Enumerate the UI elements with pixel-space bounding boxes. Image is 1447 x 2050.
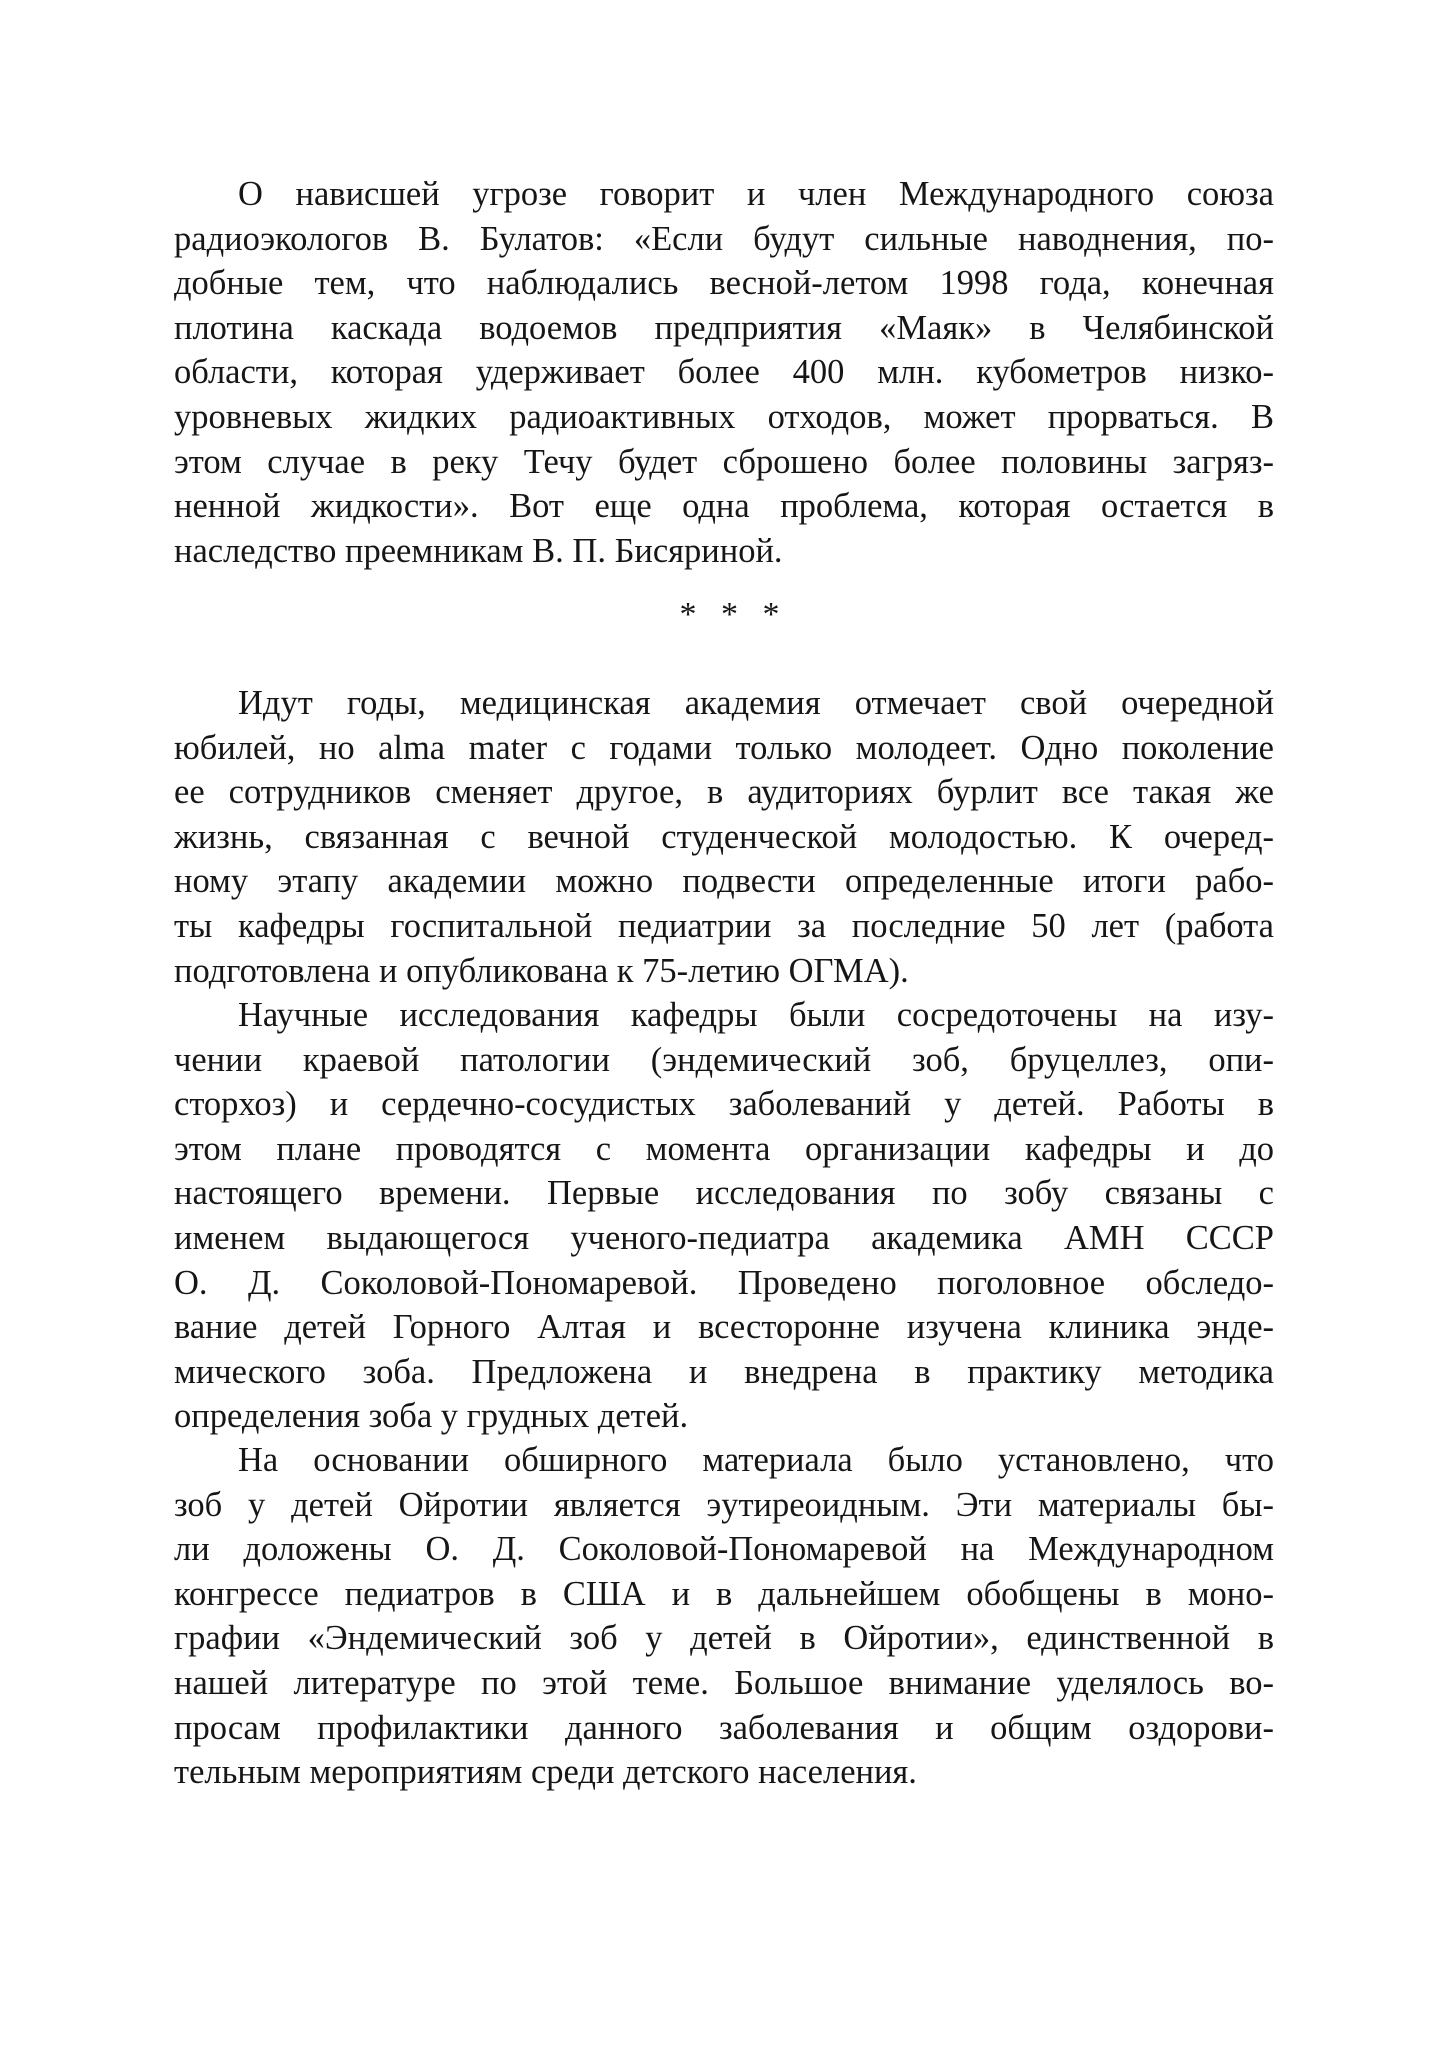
text-line: уровневых жидких радиоактивных отходов, может прорваться. В — [174, 397, 1274, 436]
text-line: чении краевой патологии (эндемический зоб, бруцеллез, опи- — [174, 1040, 1274, 1079]
text-line: настоящего времени. Первые исследования по зобу связаны с — [174, 1174, 1274, 1213]
text-line: ненной жидкости». Вот еще одна проблема, которая остается в — [174, 487, 1274, 526]
text-line: радиоэкологов В. Булатов: «Если будут сильные наводнения, по- — [174, 219, 1274, 258]
text-line: подготовлена и опубликована к 75-летию ОГМА). — [174, 951, 909, 990]
text-line: графии «Эндемический зоб у детей в Ойротии», единственной в — [174, 1619, 1274, 1658]
text-line: области, которая удерживает более 400 млн. кубометров низко- — [174, 353, 1274, 392]
text-line: жизнь, связанная с вечной студенческой молодостью. К очеред- — [174, 817, 1274, 856]
text-line: тельным мероприятиям среди детского населения. — [174, 1753, 917, 1792]
paragraph-1 — [174, 172, 1274, 573]
text-line: сторхоз) и сердечно-сосудистых заболеваний у детей. Работы в — [174, 1085, 1274, 1124]
text-line: нашей литературе по этой теме. Большое внимание уделялось во- — [174, 1663, 1274, 1702]
text-line: Научные исследования кафедры были сосредоточены на изу- — [238, 996, 1274, 1034]
text-line: ее сотрудников сменяет другое, в аудиториях бурлит все такая же — [174, 773, 1274, 812]
text-line: добные тем, что наблюдались весной-летом 1998 года, конечная — [174, 264, 1274, 303]
text-line: плотина каскада водоемов предприятия «Маяк» в Челябинской — [174, 308, 1274, 347]
text-line: просам профилактики данного заболевания и общим оздорови- — [174, 1708, 1274, 1747]
text-line: вание детей Горного Алтая и всесторонне изучена клиника энде- — [174, 1308, 1274, 1347]
text-line: ли доложены О. Д. Соколовой-Пономаревой на Международном — [174, 1530, 1274, 1569]
text-line: Идут годы, медицинская академия отмечает свой очередной — [238, 684, 1274, 722]
paragraph-2 — [174, 681, 1274, 993]
text-line: юбилей, но alma mater с годами только молодеет. Одно поколение — [174, 728, 1274, 767]
text-line: ты кафедры госпитальной педиатрии за последние 50 лет (работа — [174, 906, 1274, 945]
text-line: ному этапу академии можно подвести определенные итоги рабо- — [174, 862, 1274, 901]
text-line: этом плане проводятся с момента организации кафедры и до — [174, 1129, 1274, 1168]
section-separator: * * * — [679, 596, 788, 633]
text-line: О. Д. Соколовой-Пономаревой. Проведено поголовное обследо- — [174, 1263, 1274, 1302]
text-line: мического зоба. Предложена и внедрена в практику методика — [174, 1352, 1274, 1391]
text-line: конгрессе педиатров в США и в дальнейшем обобщены в моно- — [174, 1574, 1274, 1613]
paragraph-4 — [174, 1438, 1274, 1795]
text-line: О нависшей угрозе говорит и член Международного союза — [238, 175, 1274, 213]
text-line: определения зоба у грудных детей. — [174, 1397, 689, 1436]
text-line: именем выдающегося ученого-педиатра академика АМН СССР — [174, 1218, 1274, 1257]
text-line: зоб у детей Ойротии является эутиреоидным. Эти материалы бы- — [174, 1485, 1274, 1524]
text-line: этом случае в реку Течу будет сброшено более половины загряз- — [174, 442, 1274, 481]
text-line: наследство преемникам В. П. Бисяриной. — [174, 531, 783, 570]
paragraph-3 — [174, 993, 1274, 1439]
text-line: На основании обширного материала было установлено, что — [238, 1441, 1274, 1479]
